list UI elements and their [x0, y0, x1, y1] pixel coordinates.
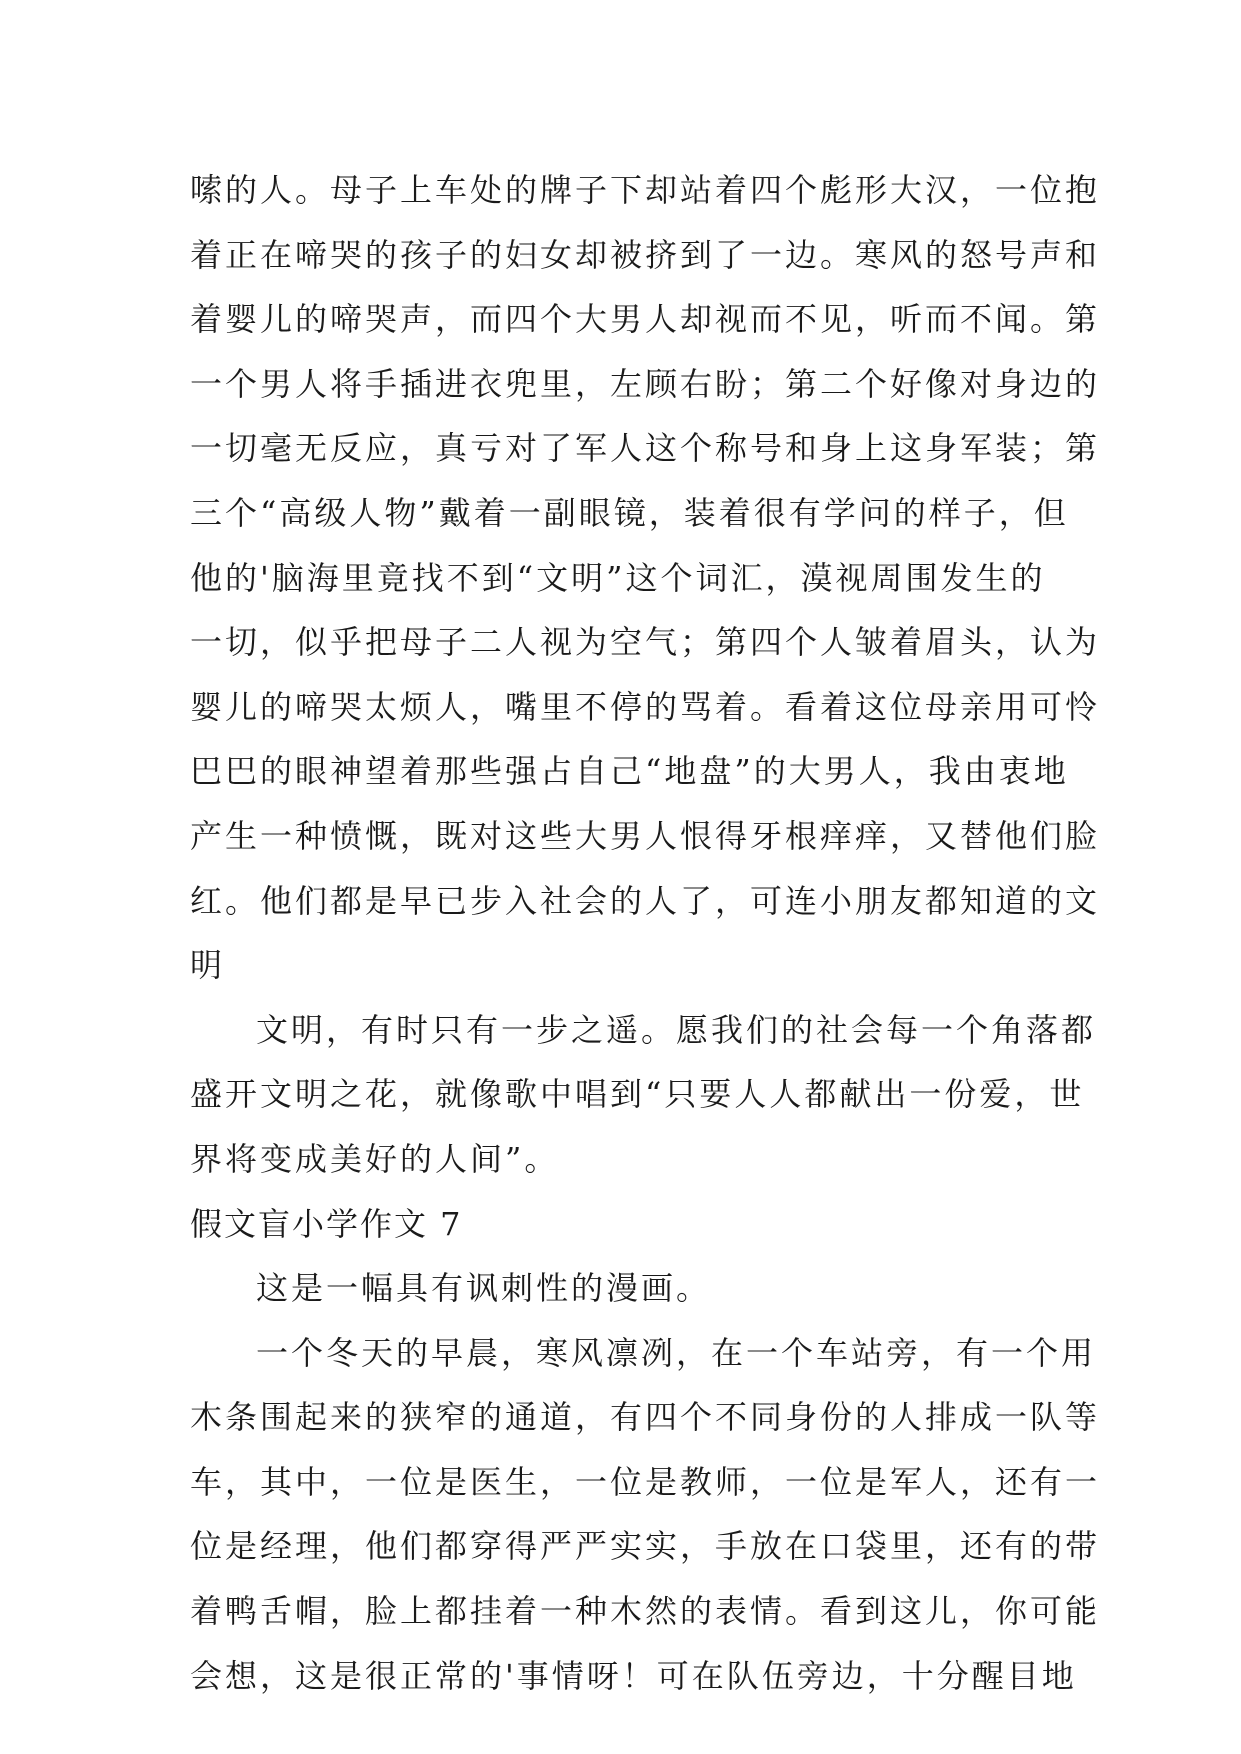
text-line: 嗦的人。母子上车处的牌子下却站着四个彪形大汉，一位抱: [190, 171, 1101, 209]
text-line: 车，其中，一位是医生，一位是教师，一位是军人，还有一: [190, 1462, 1101, 1501]
text-line: 一个男人将手插进衣兜里，左顾右盼；第二个好像对身边的: [190, 364, 1101, 403]
text-line: 这是一幅具有讽刺性的漫画。: [256, 1269, 712, 1308]
heading-text: 假文盲小学作文 7: [190, 1204, 463, 1243]
text-line: 巴巴的眼神望着那些强占自己“地盘”的大男人，我由衷地: [190, 752, 1069, 791]
text-line: 三个“高级人物”戴着一副眼镜，装着很有学问的样子，但: [190, 493, 1069, 532]
section-heading: [190, 1192, 1050, 1257]
text-line: 盛开文明之花，就像歌中唱到“只要人人都献出一份爱，世: [190, 1075, 1085, 1114]
text-line: 木条围起来的狭窄的通道，有四个不同身份的人排成一队等: [190, 1398, 1101, 1437]
paragraph-4: [190, 1321, 1101, 1709]
text-line: 明: [190, 946, 226, 985]
text-line: 位是经理，他们都穿得严严实实，手放在口袋里，还有的带: [190, 1527, 1101, 1566]
text-line: 着正在啼哭的孩子的妇女却被挤到了一边。寒风的怒号声和: [190, 235, 1101, 274]
text-line: 文明，有时只有一步之遥。愿我们的社会每一个角落都: [256, 1010, 1097, 1049]
text-line: 着婴儿的啼哭声，而四个大男人却视而不见，听而不闻。第: [190, 300, 1101, 339]
text-line: 会想，这是很正常的'事情呀！可在队伍旁边，十分醒目地: [190, 1656, 1077, 1695]
text-line: 一个冬天的早晨，寒风凛冽，在一个车站旁，有一个用: [256, 1333, 1097, 1372]
document-body: [190, 158, 1101, 1708]
text-line: 产生一种愤慨，既对这些大男人恨得牙根痒痒，又替他们脸: [190, 816, 1101, 855]
paragraph-1: [190, 158, 1101, 998]
text-line: 红。他们都是早已步入社会的人了，可连小朋友都知道的文: [190, 881, 1101, 920]
text-line: 一切，似乎把母子二人视为空气；第四个人皱着眉头，认为: [190, 623, 1101, 662]
text-line: 他的'脑海里竟找不到“文明”这个词汇，漠视周围发生的: [190, 558, 1046, 597]
paragraph-2: [190, 998, 1097, 1192]
text-line: 婴儿的啼哭太烦人，嘴里不停的骂着。看着这位母亲用可怜: [190, 687, 1101, 726]
paragraph-3: [190, 1256, 1050, 1321]
text-line: 一切毫无反应，真亏对了军人这个称号和身上这身军装；第: [190, 429, 1101, 468]
text-line: 界将变成美好的人间”。: [190, 1139, 560, 1178]
text-line: 着鸭舌帽，脸上都挂着一种木然的表情。看到这儿，你可能: [190, 1592, 1101, 1631]
